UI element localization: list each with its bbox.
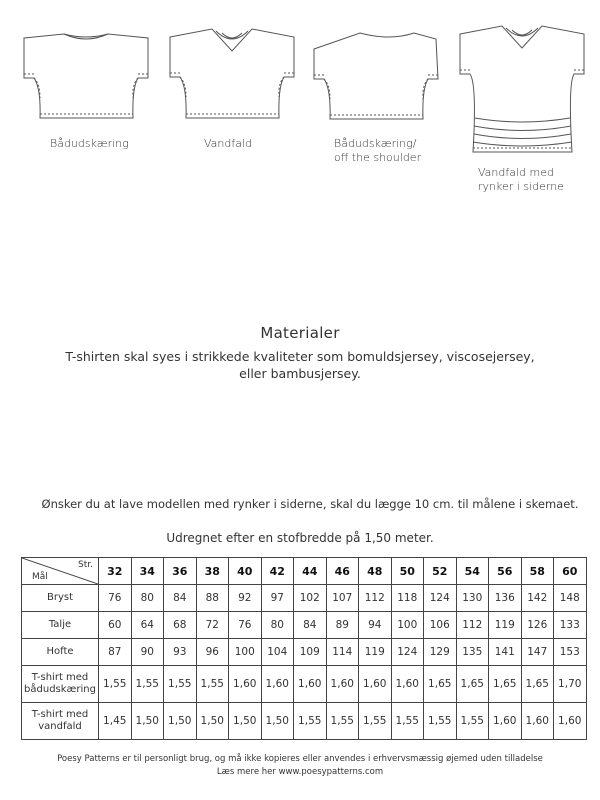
- table-cell: 92: [229, 585, 262, 612]
- table-cell: 1,60: [554, 703, 587, 740]
- table-cell: 1,50: [196, 703, 229, 740]
- table-row: [22, 703, 587, 740]
- table-cell: 133: [554, 612, 587, 639]
- table-cell: 153: [554, 639, 587, 666]
- table-cell: 107: [326, 585, 359, 612]
- table-cell: 109: [294, 639, 327, 666]
- size-header-cell: 34: [131, 558, 164, 585]
- corner-measure-label: Mål: [32, 572, 48, 582]
- size-header-cell: 54: [456, 558, 489, 585]
- table-cell: 72: [196, 612, 229, 639]
- table-cell: 1,55: [294, 703, 327, 740]
- size-header-cell: 60: [554, 558, 587, 585]
- size-header-cell: 52: [424, 558, 457, 585]
- table-cell: 1,65: [489, 666, 522, 703]
- table-cell: 1,55: [359, 703, 392, 740]
- table-cell: 129: [424, 639, 457, 666]
- row-label: Hofte: [22, 639, 99, 666]
- size-header-cell: 44: [294, 558, 327, 585]
- table-row: [22, 612, 587, 639]
- table-cell: 1,60: [359, 666, 392, 703]
- table-cell: 124: [424, 585, 457, 612]
- table-cell: 1,60: [521, 703, 554, 740]
- table-cell: 114: [326, 639, 359, 666]
- table-cell: 76: [99, 585, 132, 612]
- table-cell: 1,50: [164, 703, 197, 740]
- table-row: [22, 585, 587, 612]
- size-corner-cell: [22, 558, 99, 585]
- table-cell: 90: [131, 639, 164, 666]
- table-cell: 96: [196, 639, 229, 666]
- table-cell: 118: [391, 585, 424, 612]
- size-table-body: [22, 585, 587, 740]
- table-cell: 1,45: [99, 703, 132, 740]
- materials-text-line2: eller bambusjersey.: [239, 366, 361, 381]
- size-header-cell: 42: [261, 558, 294, 585]
- table-cell: 1,55: [99, 666, 132, 703]
- table-cell: 136: [489, 585, 522, 612]
- materials-text-line1: T-shirten skal syes i strikkede kvaliteter som bomuldsjersey, viscosejersey,: [65, 349, 535, 364]
- size-header-cell: 32: [99, 558, 132, 585]
- footer-website: Læs mere her www.poesypatterns.com: [216, 767, 384, 777]
- table-cell: 1,70: [554, 666, 587, 703]
- table-cell: 1,60: [261, 666, 294, 703]
- size-header-cell: 58: [521, 558, 554, 585]
- table-cell: 1,50: [229, 703, 262, 740]
- illustration-label-waterfall-gathered: Vandfald med rynker i siderne: [478, 166, 564, 193]
- table-cell: 119: [359, 639, 392, 666]
- size-header-cell: 40: [229, 558, 262, 585]
- table-cell: 135: [456, 639, 489, 666]
- table-cell: 106: [424, 612, 457, 639]
- corner-size-label: Str.: [78, 560, 93, 570]
- illustration-label-boatneck: Bådudskæring: [50, 137, 129, 150]
- table-cell: 76: [229, 612, 262, 639]
- size-header-row: [22, 558, 587, 585]
- table-cell: 84: [294, 612, 327, 639]
- table-cell: 68: [164, 612, 197, 639]
- table-cell: 89: [326, 612, 359, 639]
- tshirt-illustrations: [0, 0, 600, 200]
- footer-copyright: Poesy Patterns er til personligt brug, og må ikke kopieres eller anvendes i erhvervsmæssig øjemed uden tilladelse: [57, 754, 543, 764]
- table-cell: 141: [489, 639, 522, 666]
- table-cell: 119: [489, 612, 522, 639]
- materials-title: Materialer: [260, 324, 340, 342]
- table-cell: 1,60: [326, 666, 359, 703]
- table-cell: 142: [521, 585, 554, 612]
- table-caption: Udregnet efter en stofbredde på 1,50 meter.: [166, 531, 434, 545]
- footer: [0, 753, 600, 779]
- tshirt-off-shoulder-drawing: [310, 27, 442, 121]
- row-label: T-shirt med vandfald: [22, 703, 99, 740]
- table-cell: 1,60: [294, 666, 327, 703]
- table-cell: 1,65: [424, 666, 457, 703]
- table-cell: 1,60: [229, 666, 262, 703]
- tshirt-boatneck-drawing: [20, 28, 152, 120]
- table-cell: 102: [294, 585, 327, 612]
- size-header-cell: 36: [164, 558, 197, 585]
- table-cell: 124: [391, 639, 424, 666]
- table-cell: 84: [164, 585, 197, 612]
- table-cell: 104: [261, 639, 294, 666]
- size-header-cell: 38: [196, 558, 229, 585]
- table-cell: 1,55: [131, 666, 164, 703]
- row-label: Bryst: [22, 585, 99, 612]
- table-cell: 130: [456, 585, 489, 612]
- table-cell: 100: [391, 612, 424, 639]
- tshirt-waterfall-gathered-drawing: [456, 22, 588, 154]
- table-cell: 64: [131, 612, 164, 639]
- table-cell: 88: [196, 585, 229, 612]
- table-cell: 1,65: [521, 666, 554, 703]
- illustration-label-waterfall: Vandfald: [204, 137, 253, 150]
- table-cell: 1,60: [489, 703, 522, 740]
- table-cell: 60: [99, 612, 132, 639]
- table-row: [22, 639, 587, 666]
- table-cell: 80: [131, 585, 164, 612]
- table-cell: 1,55: [326, 703, 359, 740]
- size-header-cell: 56: [489, 558, 522, 585]
- table-cell: 80: [261, 612, 294, 639]
- table-cell: 1,55: [164, 666, 197, 703]
- size-header-cell: 50: [391, 558, 424, 585]
- table-cell: 148: [554, 585, 587, 612]
- size-table: [21, 557, 587, 740]
- table-cell: 112: [359, 585, 392, 612]
- table-cell: 94: [359, 612, 392, 639]
- table-cell: 1,55: [456, 703, 489, 740]
- materials-text: [60, 348, 540, 382]
- table-cell: 97: [261, 585, 294, 612]
- table-cell: 93: [164, 639, 197, 666]
- table-cell: 1,55: [391, 703, 424, 740]
- gathers-note: Ønsker du at lave modellen med rynker i siderne, skal du lægge 10 cm. til målene i skemaet.: [41, 497, 579, 511]
- table-cell: 1,55: [196, 666, 229, 703]
- table-cell: 1,65: [456, 666, 489, 703]
- row-label: Talje: [22, 612, 99, 639]
- size-header-cell: 46: [326, 558, 359, 585]
- table-cell: 1,50: [131, 703, 164, 740]
- size-header-cell: 48: [359, 558, 392, 585]
- table-cell: 112: [456, 612, 489, 639]
- illustration-label-off-shoulder: Bådudskæring/ off the shoulder: [334, 137, 422, 164]
- table-cell: 147: [521, 639, 554, 666]
- row-label: T-shirt med bådudskæring: [22, 666, 99, 703]
- table-cell: 126: [521, 612, 554, 639]
- table-cell: 1,60: [391, 666, 424, 703]
- table-row: [22, 666, 587, 703]
- table-cell: 100: [229, 639, 262, 666]
- table-cell: 1,55: [424, 703, 457, 740]
- tshirt-waterfall-drawing: [166, 25, 298, 120]
- table-cell: 1,50: [261, 703, 294, 740]
- table-cell: 87: [99, 639, 132, 666]
